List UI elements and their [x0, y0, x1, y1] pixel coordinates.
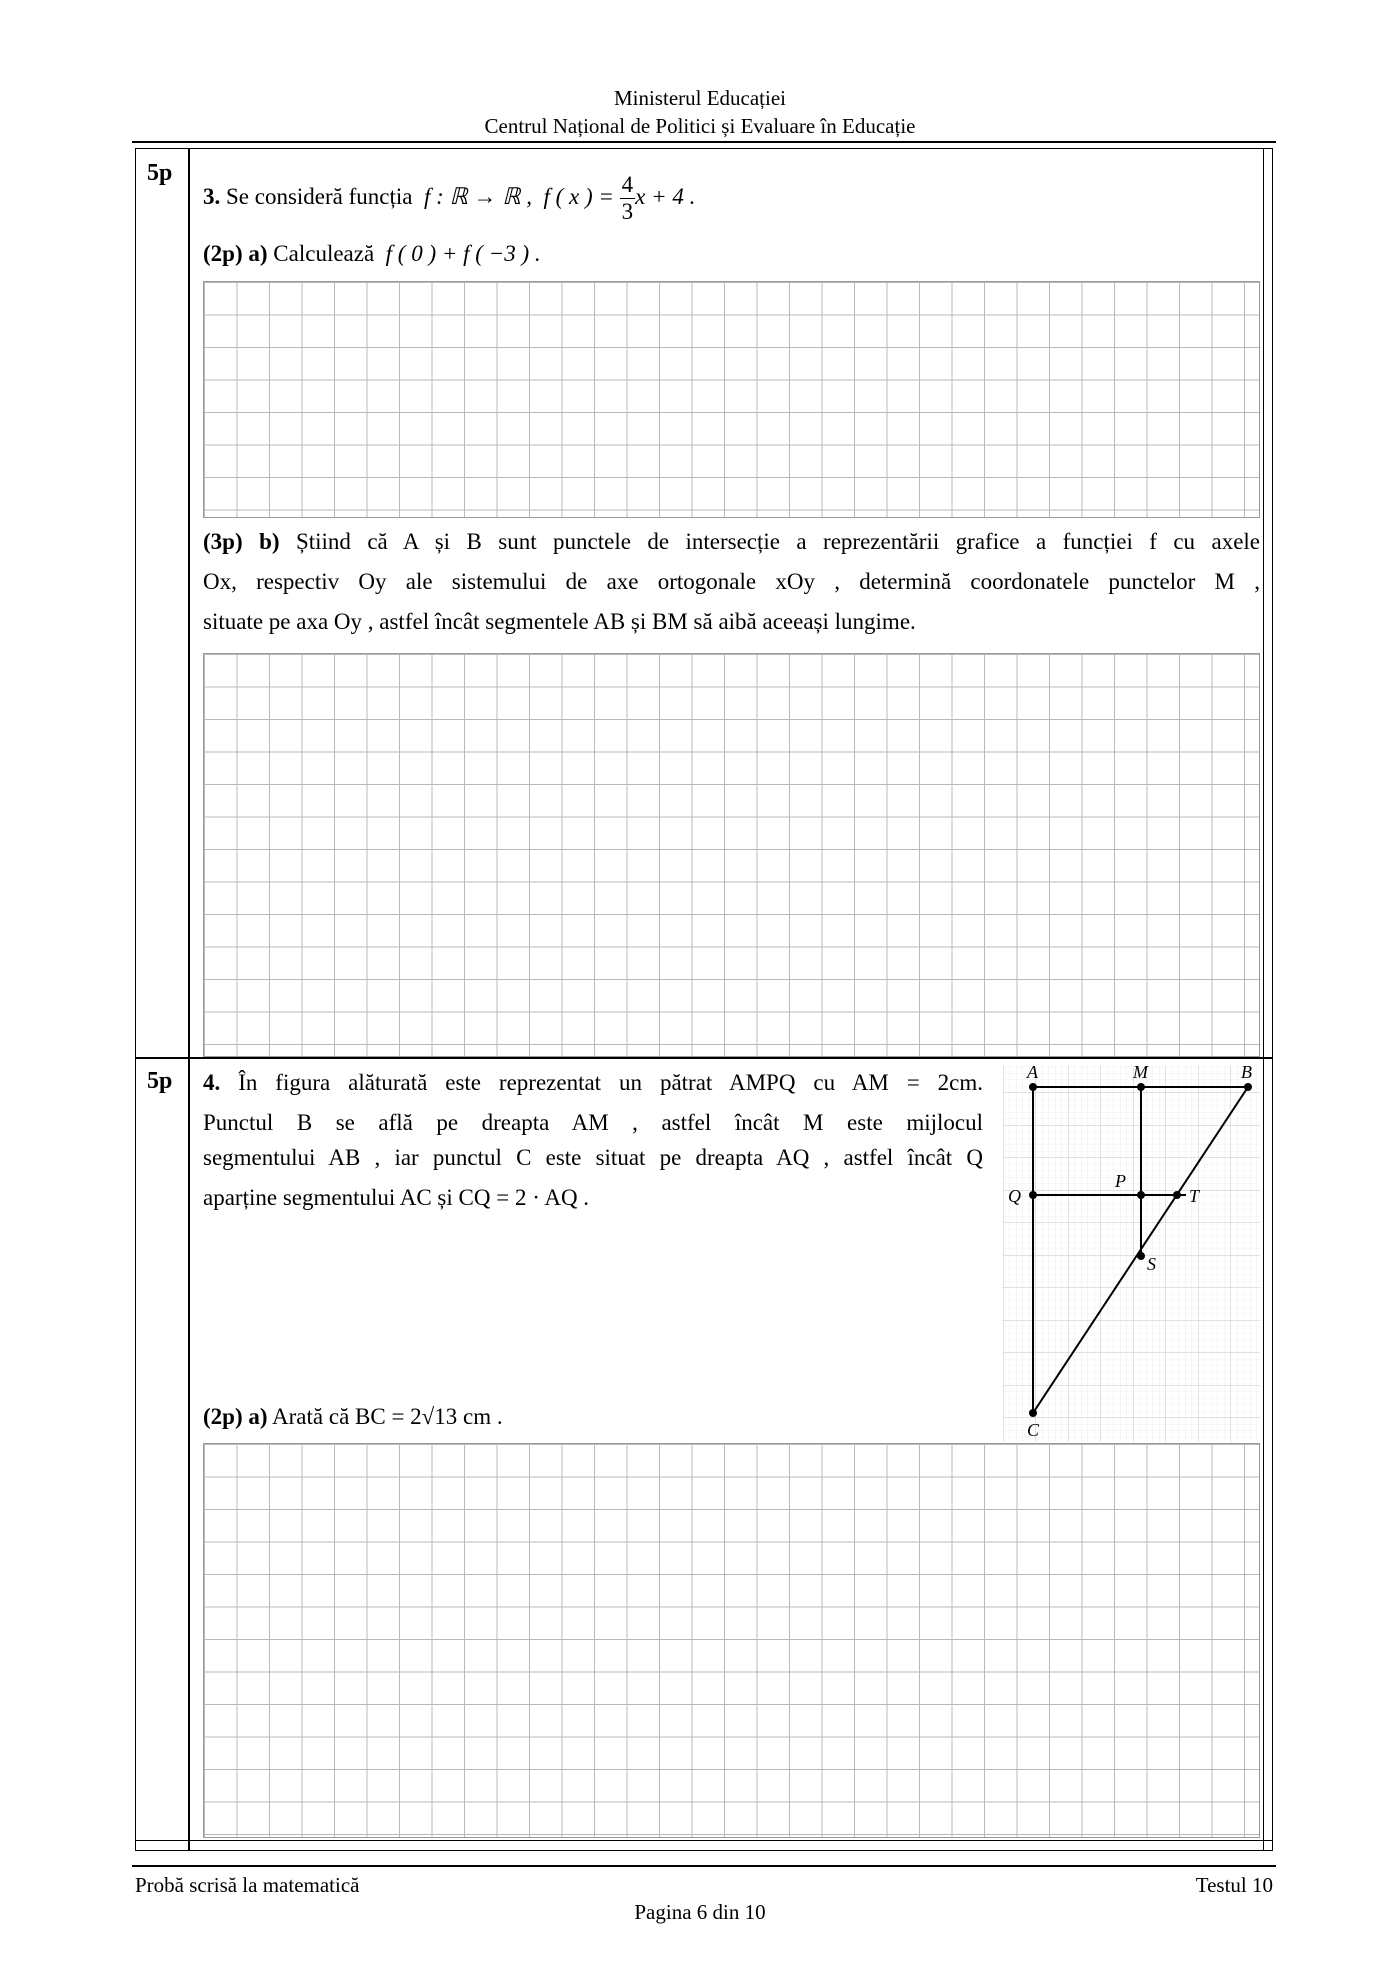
problem3-func-lhs: f ( x ) = [543, 183, 620, 209]
problem3a-statement [203, 234, 541, 274]
problem3b-line3: situate pe axa Oy , astfel încât segmentele AB și BM să aibă aceeași lungime. [203, 609, 916, 634]
inner-bottom-line [135, 1840, 1273, 1841]
problem3-fraction [620, 172, 636, 225]
problem4-line1-wrap [203, 1063, 983, 1103]
point-M [1137, 1083, 1145, 1091]
point-Q [1029, 1191, 1037, 1199]
problem4-line1-row [203, 1063, 983, 1103]
problem3a-points: (2p) [203, 241, 243, 266]
label-Q: Q [1008, 1186, 1021, 1206]
problem3b-points: (3p) [203, 529, 243, 554]
problem3-text: Se consideră funcția [226, 183, 413, 209]
fraction-numerator: 4 [621, 172, 634, 197]
problem3-domain: f : ℝ → ℝ , [423, 183, 532, 209]
point-S [1137, 1252, 1145, 1260]
problem4a-points: (2p) [203, 1404, 243, 1429]
problem3b-line1-row [203, 522, 1260, 562]
point-A [1029, 1083, 1037, 1091]
points-column-divider [188, 148, 190, 1851]
problem3-statement [203, 172, 695, 225]
problem4-number: 4. [203, 1070, 221, 1095]
footer-page-number: Pagina 6 din 10 [634, 1900, 766, 1924]
label-M: M [1133, 1062, 1148, 1082]
answer-grid-4a[interactable] [203, 1443, 1260, 1838]
footer-rule [132, 1865, 1276, 1867]
fraction-denominator: 3 [621, 199, 634, 224]
inner-right-line [1263, 148, 1264, 1851]
point-P [1137, 1191, 1145, 1199]
label-T: T [1189, 1186, 1200, 1206]
point-C [1029, 1409, 1037, 1417]
header-center: Centrul Național de Politici și Evaluare în Educație [484, 114, 916, 138]
point-B [1244, 1083, 1252, 1091]
problem4-points: 5p [147, 1068, 173, 1094]
problem3-points: 5p [147, 160, 173, 186]
problem4a-statement [203, 1397, 503, 1437]
problem4-line3: segmentului AB , iar punctul C este situat pe dreapta AQ , astfel încât Q [203, 1145, 983, 1170]
footer-test: Testul 10 [1195, 1873, 1273, 1897]
figure-grid [1003, 1066, 1260, 1442]
problem3b-line1: Știind că A și B sunt punctele de intersecție a reprezentării grafice a funcției f cu axele [295, 529, 1261, 554]
footer-subject: Probă scrisă la matematică [135, 1873, 360, 1897]
problem3a-text: Calculează [273, 241, 375, 266]
label-C: C [1027, 1420, 1040, 1440]
label-P: P [1115, 1171, 1126, 1191]
label-B: B [1241, 1062, 1252, 1082]
problem4-line4: aparține segmentului AC și CQ = 2 · AQ . [203, 1185, 590, 1210]
problem3a-label: a) [248, 241, 268, 266]
problem3a-expr: f ( 0 ) + f ( −3 ) . [385, 241, 541, 266]
problem3-number: 3. [203, 183, 221, 209]
problem4a-label: a) [248, 1404, 268, 1429]
answer-grid-3a[interactable] [203, 281, 1260, 518]
problem3-func-rhs: x + 4 . [635, 183, 696, 209]
header-ministry: Ministerul Educației [613, 86, 787, 110]
label-S: S [1147, 1254, 1156, 1274]
problem3b-line2: Ox, respectiv Oy ale sistemului de axe ortogonale xOy , determină coordonatele punctelor M , [203, 569, 1260, 594]
problem3b-label: b) [259, 529, 280, 554]
problem-separator [135, 1057, 1273, 1059]
problem3b-line1-wrap [203, 522, 1260, 562]
point-T [1173, 1191, 1181, 1199]
geometry-figure [1003, 1060, 1260, 1442]
problem4a-text: Arată că BC = 2√13 cm . [272, 1404, 503, 1429]
problem4-line2: Punctul B se află pe dreapta AM , astfel încât M este mijlocul [203, 1110, 983, 1135]
header-rule [132, 141, 1276, 143]
answer-grid-3b[interactable] [203, 653, 1260, 1057]
problem4-line1: În figura alăturată este reprezentat un pătrat AMPQ cu AM = 2cm. [238, 1070, 983, 1095]
label-A: A [1027, 1062, 1038, 1082]
